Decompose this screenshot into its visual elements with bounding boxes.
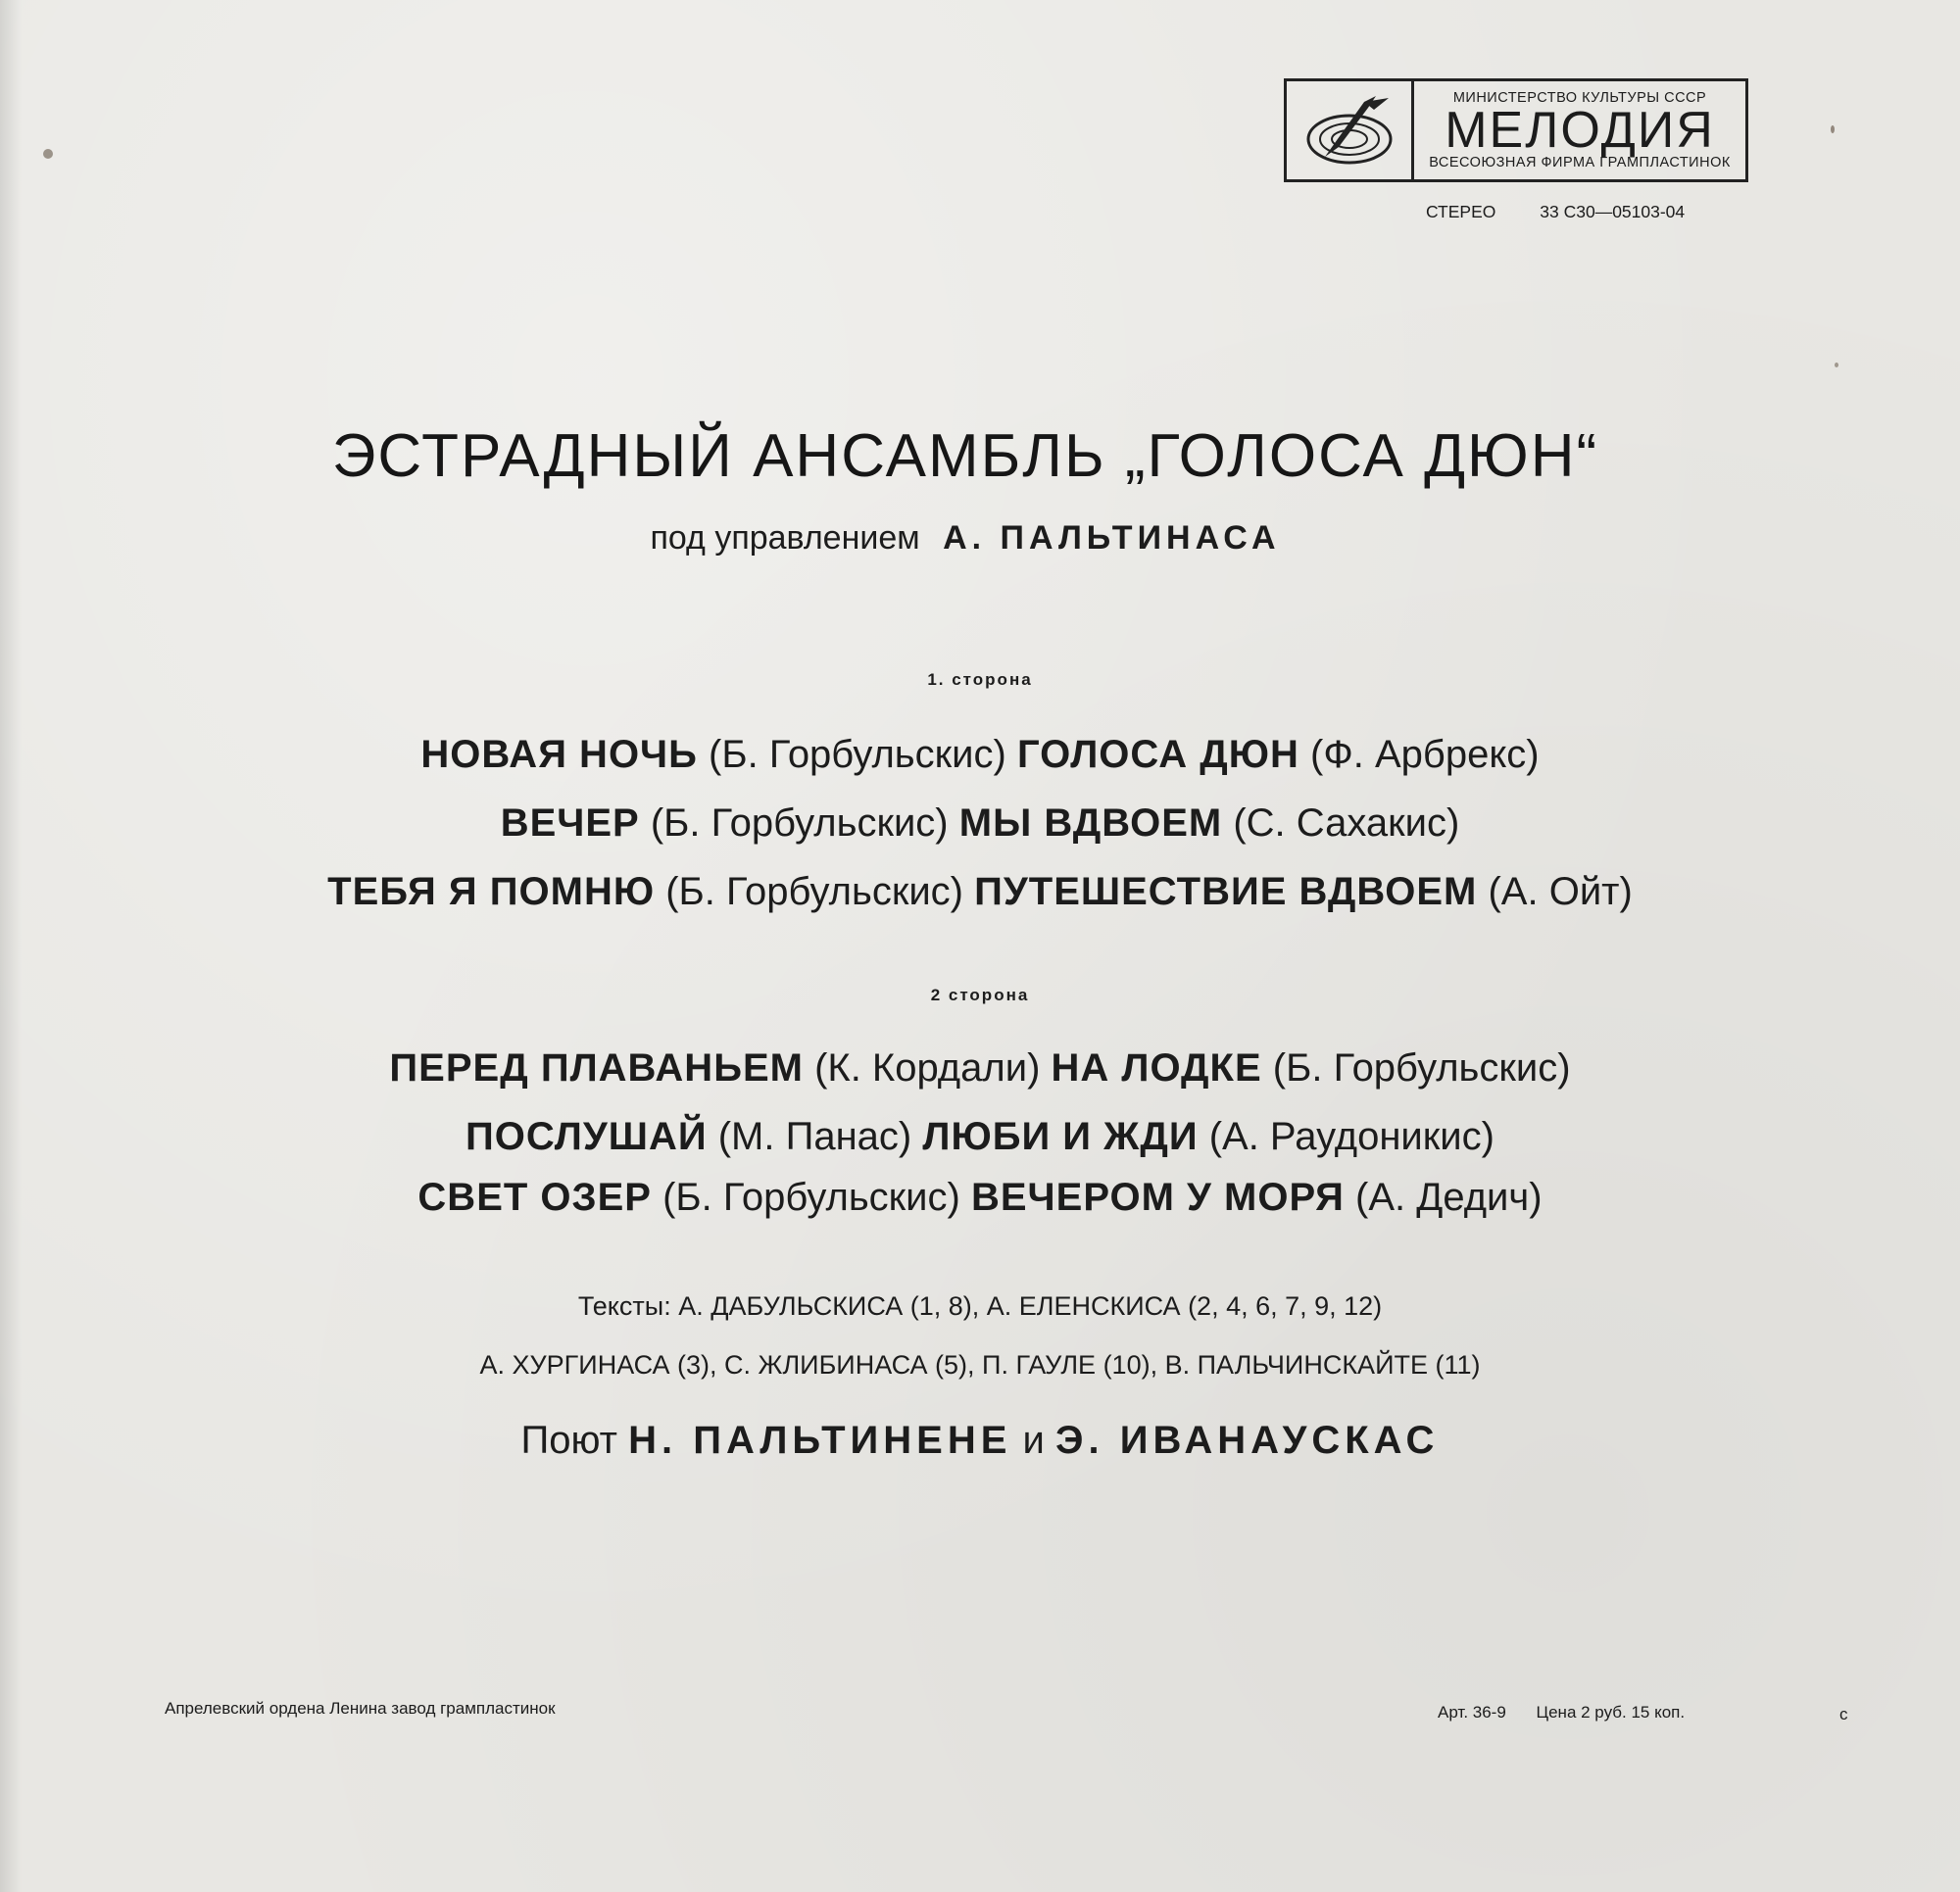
composer: (А. Раудоникис) [1208,1115,1494,1158]
composer: (Б. Горбульскис) [709,733,1006,776]
track-line [0,1176,1960,1220]
song-title: ТЕБЯ Я ПОМНЮ [327,870,656,913]
song-title: НА ЛОДКЕ [1051,1046,1262,1090]
composer: (К. Кордали) [814,1046,1041,1090]
track-line [0,1046,1960,1091]
composer: (Б. Горбульскис) [1272,1046,1571,1090]
conductor-name: А. ПАЛЬТИНАСА [943,519,1281,557]
album-subtitle [0,519,1931,558]
lyrics-credits-line: А. ХУРГИНАСА (3), С. ЖЛИБИНАСА (5), П. ГАУЛЕ (10), В. ПАЛЬЧИНСКАЙТЕ (11) [479,1350,1481,1380]
song-title: ПЕРЕД ПЛАВАНЬЕМ [389,1046,804,1090]
format-label: СТЕРЕО [1426,202,1496,221]
album-title: ЭСТРАДНЫЙ АНСАМБЛЬ „ГОЛОСА ДЮН“ [331,422,1599,490]
article-number: Арт. 36-9 [1438,1703,1506,1722]
singers-conjunction: и [1022,1419,1045,1462]
price: Цена 2 руб. 15 коп. [1536,1703,1686,1722]
track-line [0,870,1960,914]
composer: (Б. Горбульскис) [662,1176,960,1219]
stain-mark [1831,125,1835,133]
singer-name: Э. ИВАНАУСКАС [1055,1419,1440,1462]
singers-prefix: Поют [520,1419,617,1462]
song-title: МЫ ВДВОЕМ [958,801,1223,845]
composer: (Б. Горбульскис) [650,801,949,845]
song-title: ВЕЧЕР [500,801,640,845]
logo-ministry: МИНИСТЕРСТВО КУЛЬТУРЫ СССР [1452,90,1707,106]
catalog-number: 33 С30—05103-04 [1540,202,1686,221]
track-line [0,733,1960,777]
song-title: ПОСЛУШАЙ [466,1115,708,1158]
lyrics-credits-line: Тексты: А. ДАБУЛЬСКИСА (1, 8), А. ЕЛЕНСКИСА (2, 4, 6, 7, 9, 12) [577,1291,1383,1321]
stain-mark [1835,363,1838,367]
track-line [0,801,1960,846]
price-line [1438,1703,1710,1722]
song-title: ЛЮБИ И ЖДИ [922,1115,1199,1158]
song-title: СВЕТ ОЗЕР [417,1176,652,1219]
stain-mark [43,149,53,159]
side-1-label: 1. сторона [927,670,1033,689]
logo-text [1414,81,1745,179]
composer: (М. Панас) [717,1115,912,1158]
factory-line: Апрелевский ордена Ленина завод грампластинок [165,1699,556,1718]
track-line [0,1115,1960,1159]
composer: (А. Дедич) [1355,1176,1543,1219]
song-title: НОВАЯ НОЧЬ [420,733,698,776]
melodiya-emblem-icon [1287,81,1414,179]
song-title: ВЕЧЕРОМ У МОРЯ [970,1176,1345,1219]
catalog-line [1426,202,1685,222]
grade-letter: с [1839,1705,1848,1723]
song-title: ПУТЕШЕСТВИЕ ВДВОЕМ [974,870,1478,913]
song-title: ГОЛОСА ДЮН [1016,733,1299,776]
composer: (А. Ойт) [1488,870,1633,913]
side-2-label: 2 сторона [930,986,1030,1004]
logo-firm: ВСЕСОЮЗНАЯ ФИРМА ГРАМПЛАСТИНОК [1429,155,1731,170]
composer: (С. Сахакис) [1233,801,1460,845]
composer: (Б. Горбульскис) [665,870,963,913]
logo-brand: МЕЛОДИЯ [1445,102,1715,159]
composer: (Ф. Арбрекс) [1310,733,1540,776]
singer-name: Н. ПАЛЬТИНЕНЕ [628,1419,1012,1462]
singers-line [0,1419,1960,1463]
sleeve-edge-shadow [0,0,22,1892]
subtitle-prefix: под управлением [650,519,920,557]
melodiya-logo [1284,78,1748,182]
